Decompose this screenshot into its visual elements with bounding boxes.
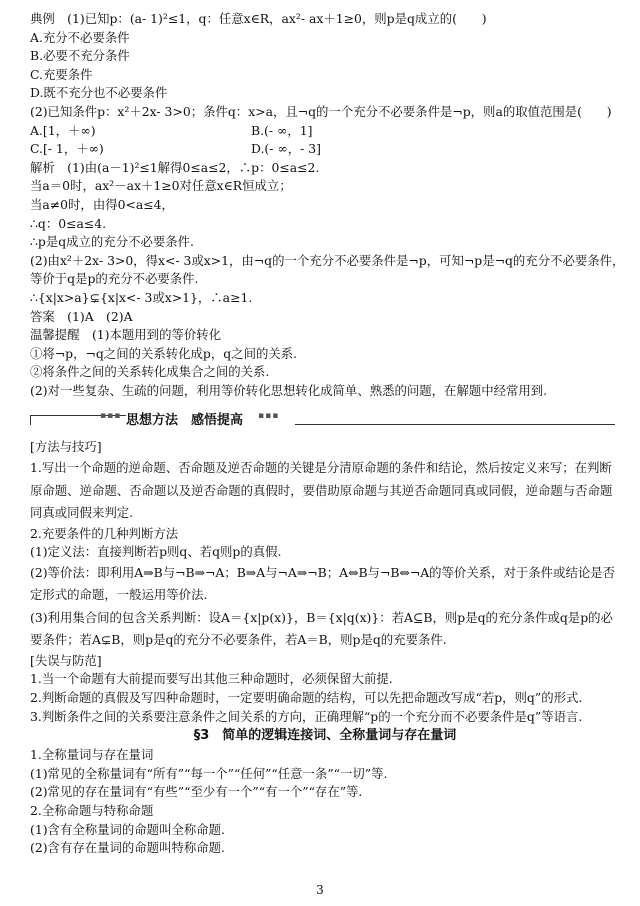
solution-line: 解析 (1)由(a－1)²≤1解得0≤a≤2，∴p：0≤a≤2. bbox=[30, 159, 320, 175]
q2-options-row-1 bbox=[30, 122, 620, 141]
methods-item-equivalence: (2)等价法：即利用A⇒B与¬B⇒¬A；B⇒A与¬A⇒¬B；A⇔B与¬B⇔¬A的等价关系，对于条件或结论是否定形式的命题，一般运用等价法. bbox=[30, 564, 616, 603]
q2-option-c: C.[- 1，＋∞) bbox=[30, 141, 104, 157]
q2-options-row-2 bbox=[30, 140, 620, 159]
pitfalls-heading: [失误与防范] bbox=[30, 652, 102, 668]
methods-paragraph-2: 2.充要条件的几种判断方法 bbox=[30, 525, 179, 541]
q2-option-b: B.(- ∞，1] bbox=[251, 122, 313, 138]
tips-item: (2)对一些复杂、生疏的问题，利用等价转化思想转化成简单、熟悉的问题，在解题中经常用到. bbox=[30, 382, 548, 398]
section-3-item: (2)含有存在量词的命题叫特称命题. bbox=[30, 840, 225, 856]
tips-heading: 温馨提醒 (1)本题用到的等价转化 bbox=[30, 327, 222, 343]
answer-line: 答案 (1)A (2)A bbox=[30, 308, 133, 324]
q2-option-d: D.(- ∞，- 3] bbox=[251, 141, 321, 157]
q1-option-c: C.充要条件 bbox=[30, 66, 93, 82]
solution-line: ∴p是q成立的充分不必要条件. bbox=[30, 234, 194, 250]
section-3-item: (1)常见的全称量词有“所有”“每一个”“任何”“任意一条”“一切”等. bbox=[30, 765, 388, 781]
section-banner bbox=[30, 406, 620, 432]
example-question-2: (2)已知条件p：x²＋2x- 3>0；条件q：x>a，且¬q的一个充分不必要条件是¬p，则a的取值范围是( ) bbox=[30, 103, 612, 119]
solution-conclusion: ∴{x|x>a}⊊{x|x<- 3或x>1}，∴a≥1. bbox=[30, 289, 253, 305]
section-3-heading-1: 1.全称量词与存在量词 bbox=[30, 747, 154, 763]
methods-paragraph-1: 1.写出一个命题的逆命题、否命题及逆否命题的关键是分清原命题的条件和结论，然后按定义来写；在判断原命题、逆命题、否命题以及逆否命题的真假时，要借助原命题与其逆否命题同真或同假，逆命题与否命题同真或同假来判定. bbox=[30, 460, 613, 521]
section-3-item: (2)常见的存在量词有“有些”“至少有一个”“有一个”“存在”等. bbox=[30, 784, 363, 800]
q2-option-a: A.[1，＋∞) bbox=[30, 122, 96, 138]
section-3-title: §3 简单的逻辑连接词、全称量词与存在量词 bbox=[193, 728, 457, 744]
methods-item-set-inclusion: (3)利用集合间的包含关系判断：设A＝{x|p(x)}，B＝{x|q(x)}：若A⊆B，则p是q的充分条件或q是p的必要条件；若A⊊B，则p是q的充分不必要条件，若A＝B，则p是q的充要条件. bbox=[30, 609, 613, 648]
pitfalls-item: 3.判断条件之间的关系要注意条件之间关系的方向，正确理解“p的一个充分而不必要条件是q”等语言. bbox=[30, 708, 583, 724]
solution-part-2b: 等价于q是p的充分不必要条件. bbox=[30, 271, 199, 287]
banner-dots-right: ▪▪▪ bbox=[258, 411, 280, 422]
banner-rule bbox=[295, 424, 615, 425]
methods-item-definition: (1)定义法：直接判断若p则q、若q则p的真假. bbox=[30, 544, 282, 560]
q1-option-a: A.充分不必要条件 bbox=[30, 29, 130, 45]
solution-line: 当a≠0时，由得0<a≤4， bbox=[30, 196, 174, 212]
banner-title: 思想方法 感悟提高 bbox=[126, 413, 244, 429]
q1-option-b: B.必要不充分条件 bbox=[30, 48, 130, 64]
solution-line: ∴q：0≤a≤4. bbox=[30, 215, 107, 231]
methods-heading: [方法与技巧] bbox=[30, 439, 102, 455]
section-3-item: (1)含有全称量词的命题叫全称命题. bbox=[30, 821, 225, 837]
pitfalls-item: 2.判断命题的真假及写四种命题时，一定要明确命题的结构，可以先把命题改写成“若p，则q”的形式. bbox=[30, 689, 583, 705]
page-number: 3 bbox=[316, 883, 324, 897]
example-question-1: 典例 (1)已知p：(a- 1)²≤1，q：任意x∈R，ax²- ax＋1≥0，则p是q成立的( ) bbox=[30, 11, 487, 26]
banner-dots-left: ▪▪▪ bbox=[100, 411, 122, 422]
section-3-heading-2: 2.全称命题与特称命题 bbox=[30, 802, 154, 818]
document-page bbox=[30, 10, 625, 858]
solution-part-2a: (2)由x²＋2x- 3>0，得x<- 3或x>1，由¬q的一个充分不必要条件是¬p，可知¬p是¬q的充分不必要条件， bbox=[30, 252, 625, 268]
pitfalls-item: 1.当一个命题有大前提而要写出其他三种命题时，必须保留大前提. bbox=[30, 671, 393, 687]
q1-option-d: D.既不充分也不必要条件 bbox=[30, 85, 168, 101]
solution-line: 当a＝0时，ax²－ax＋1≥0对任意x∈R恒成立； bbox=[30, 178, 292, 194]
tips-item: ②将条件之间的关系转化成集合之间的关系. bbox=[30, 364, 270, 380]
tips-item: ①将¬p，¬q之间的关系转化成p，q之间的关系. bbox=[30, 345, 298, 361]
